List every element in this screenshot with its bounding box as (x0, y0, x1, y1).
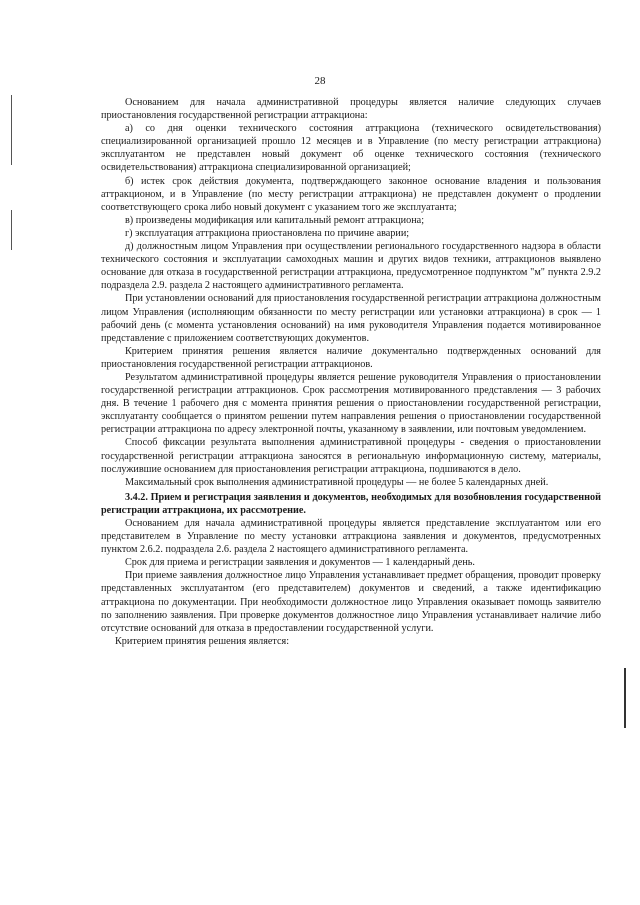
paragraph: Основанием для начала административной процедуры является наличие следующих случаев приостановления государственной регистрации аттракциона: (101, 97, 601, 122)
paragraph: б) истек срок действия документа, подтверждающего законное основание владения и пользования аттракционом, и в Управление (по месту регистрации аттракциона) не представлен документ о продлении соответствующего срока либо новый документ с указанием того же эксплуатанта; (101, 175, 601, 213)
paragraph: Способ фиксации результата выполнения административной процедуры - сведения о приостановлении государственной регистрации аттракциона заносятся в региональную информационную систему, материалы, послужившие основанием для приостановления регистрации аттракциона, подшиваются в дело. (101, 437, 601, 475)
paragraph: Критерием принятия решения является: (115, 635, 290, 647)
section-heading: 3.4.2. Прием и регистрация заявления и документов, необходимых для возобновления государственной регистрации аттракциона, их рассмотрение. (101, 491, 601, 516)
paragraph: а) со дня оценки технического состояния аттракциона (технического освидетельствования) специализированной организацией прошло 12 месяцев и в Управление (по месту регистрации аттракциона) эксплуатантом не представлен новый документ об оценке технического состояния (технического освидетельствования) аттракциона специализированной организацией; (101, 123, 601, 174)
paragraph: Критерием принятия решения является наличие документально подтвержденных оснований для приостановления государственной регистрации аттракционов. (101, 345, 601, 370)
paragraph: Срок для приема и регистрации заявления и документов — 1 календарный день. (125, 557, 475, 569)
scan-edge-mark (624, 668, 626, 728)
scan-edge-mark (11, 210, 12, 250)
scan-edge-mark (11, 95, 12, 165)
paragraph: Основанием для начала административной процедуры является представление эксплуатантом или его представителем в Управление по месту установки аттракциона заявления и документов, предусмотренных пунктом 2.6.2. подраздела 2.6. раздела 2 настоящего административного регламента. (101, 518, 601, 556)
paragraph: г) эксплуатация аттракциона приостановлена по причине аварии; (125, 227, 410, 239)
document-body (101, 96, 601, 648)
paragraph: При установлении оснований для приостановления государственной регистрации аттракциона должностным лицом Управления (исполняющим обязанности по месту регистрации или установки аттракциона) в срок — 1 рабочий день (с момента установления оснований) на имя руководителя Управления подается мотивированное представление с приложением соответствующих документов. (101, 293, 602, 344)
paragraph: Максимальный срок выполнения административной процедуры — не более 5 календарных дней. (125, 476, 549, 488)
paragraph: При приеме заявления должностное лицо Управления устанавливает предмет обращения, проводит проверку представленных эксплуатантом (его представителем) документов и сведений, а также идентификацию аттракциона по документации. При необходимости должностное лицо Управления оказывает помощь заявителю по заполнению заявления. При проверке документов должностное лицо Управления устанавливает наличие либо отсутствие оснований для отказа в предоставлении государственной услуги. (101, 570, 601, 634)
paragraph: в) произведены модификация или капитальный ремонт аттракциона; (125, 214, 425, 226)
paragraph: д) должностным лицом Управления при осуществлении регионального государственного надзора в области технического состояния и эксплуатации самоходных машин и других видов техники, аттракционов выявлено основание для отказа в государственной регистрации аттракциона, предусмотренное подпунктом "м" пункта 2.9.2 подраздела 2.9. раздела 2 настоящего административного регламента. (101, 241, 601, 292)
paragraph: Результатом административной процедуры является решение руководителя Управления о приостановлении государственной регистрации аттракционов. Срок рассмотрения мотивированного представления — 3 рабочих дня. В течение 1 рабочего дня с момента принятия решения о приостановлении государственной регистрации, эксплуатанту сообщается о принятом решении путем направления решения о приостановлении государственной регистрации аттракциона по адресу электронной почты, указанному в заявлении, или почтовым уведомлением. (101, 371, 601, 436)
page-number: 28 (314, 75, 326, 87)
